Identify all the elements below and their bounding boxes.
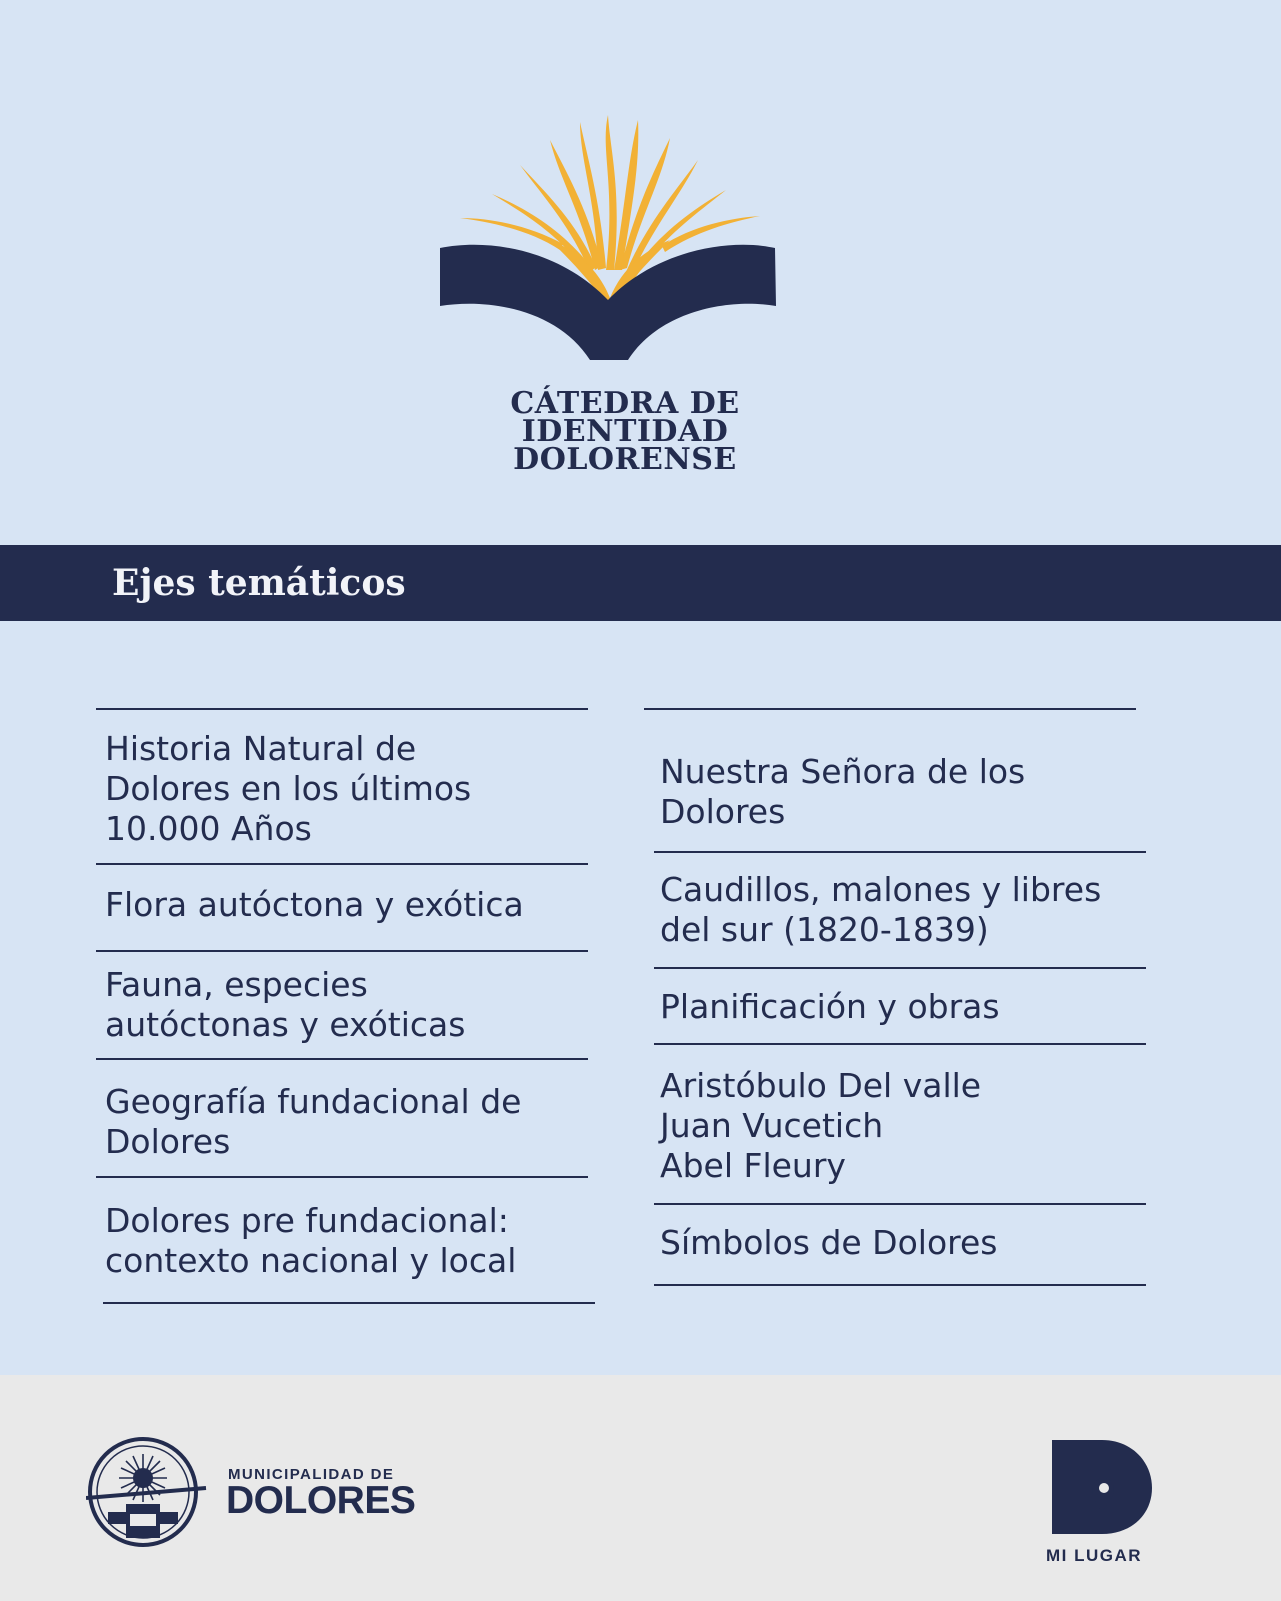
divider [654,1203,1146,1205]
logo-title-line-3: DOLORENSE [513,442,737,477]
list-item [105,885,524,925]
mi-lugar-logo-icon [1050,1438,1154,1536]
municipality-label-small: MUNICIPALIDAD DE [228,1466,395,1483]
section-title: Ejes temáticos [112,562,406,604]
divider [96,950,588,952]
list-item [660,987,1000,1027]
list-item-line: Dolores [660,792,786,831]
divider [654,967,1146,969]
footer [0,1375,1281,1601]
list-item [105,1082,521,1162]
mi-lugar-label: MI LUGAR [1046,1546,1143,1565]
logo-title-line-1: CÁTEDRA DE [510,386,740,421]
logo-title-line-2: IDENTIDAD [521,414,729,449]
list-item-line: Fauna, especies [105,965,368,1004]
divider [644,708,1136,710]
list-item-line: Abel Fleury [660,1146,846,1185]
list-item-line: Símbolos de Dolores [660,1223,998,1262]
divider [96,708,588,710]
municipal-seal-icon [86,1428,216,1558]
divider [96,1058,588,1060]
list-item-line: 10.000 Años [105,809,312,848]
divider [654,1043,1146,1045]
list-item [660,870,1101,950]
list-item-line: Geografía fundacional de [105,1082,522,1121]
list-item-line: del sur (1820-1839) [660,910,989,949]
divider [103,1302,595,1304]
list-item-line: autóctonas y exóticas [105,1005,466,1044]
list-item-line: Dolores en los últimos [105,769,472,808]
list-item [105,729,471,849]
list-item-line: Flora autóctona y exótica [105,885,524,924]
header-section [0,0,1281,545]
divider [96,863,588,865]
list-item-line: Dolores [105,1122,231,1161]
logo-title [0,386,1250,477]
list-item-line: contexto nacional y local [105,1241,517,1280]
section-band [0,545,1281,621]
list-item-line: Planificación y obras [660,987,1000,1026]
divider [654,851,1146,853]
list-item-line: Dolores pre fundacional: [105,1201,509,1240]
list-item-line: Historia Natural de [105,729,417,768]
list-item [105,965,465,1045]
municipality-label-big: DOLORES [226,1479,416,1522]
list-item-line: Aristóbulo Del valle [660,1066,982,1105]
list-item-line: Juan Vucetich [660,1106,884,1145]
sun-over-open-book-icon [430,110,790,370]
list-item [660,1223,997,1263]
list-item [660,752,1025,832]
list-item [660,1066,981,1186]
divider [96,1176,588,1178]
list-item [105,1201,516,1281]
list-item-line: Caudillos, malones y libres [660,870,1102,909]
list-item-line: Nuestra Señora de los [660,752,1026,791]
divider [654,1284,1146,1286]
